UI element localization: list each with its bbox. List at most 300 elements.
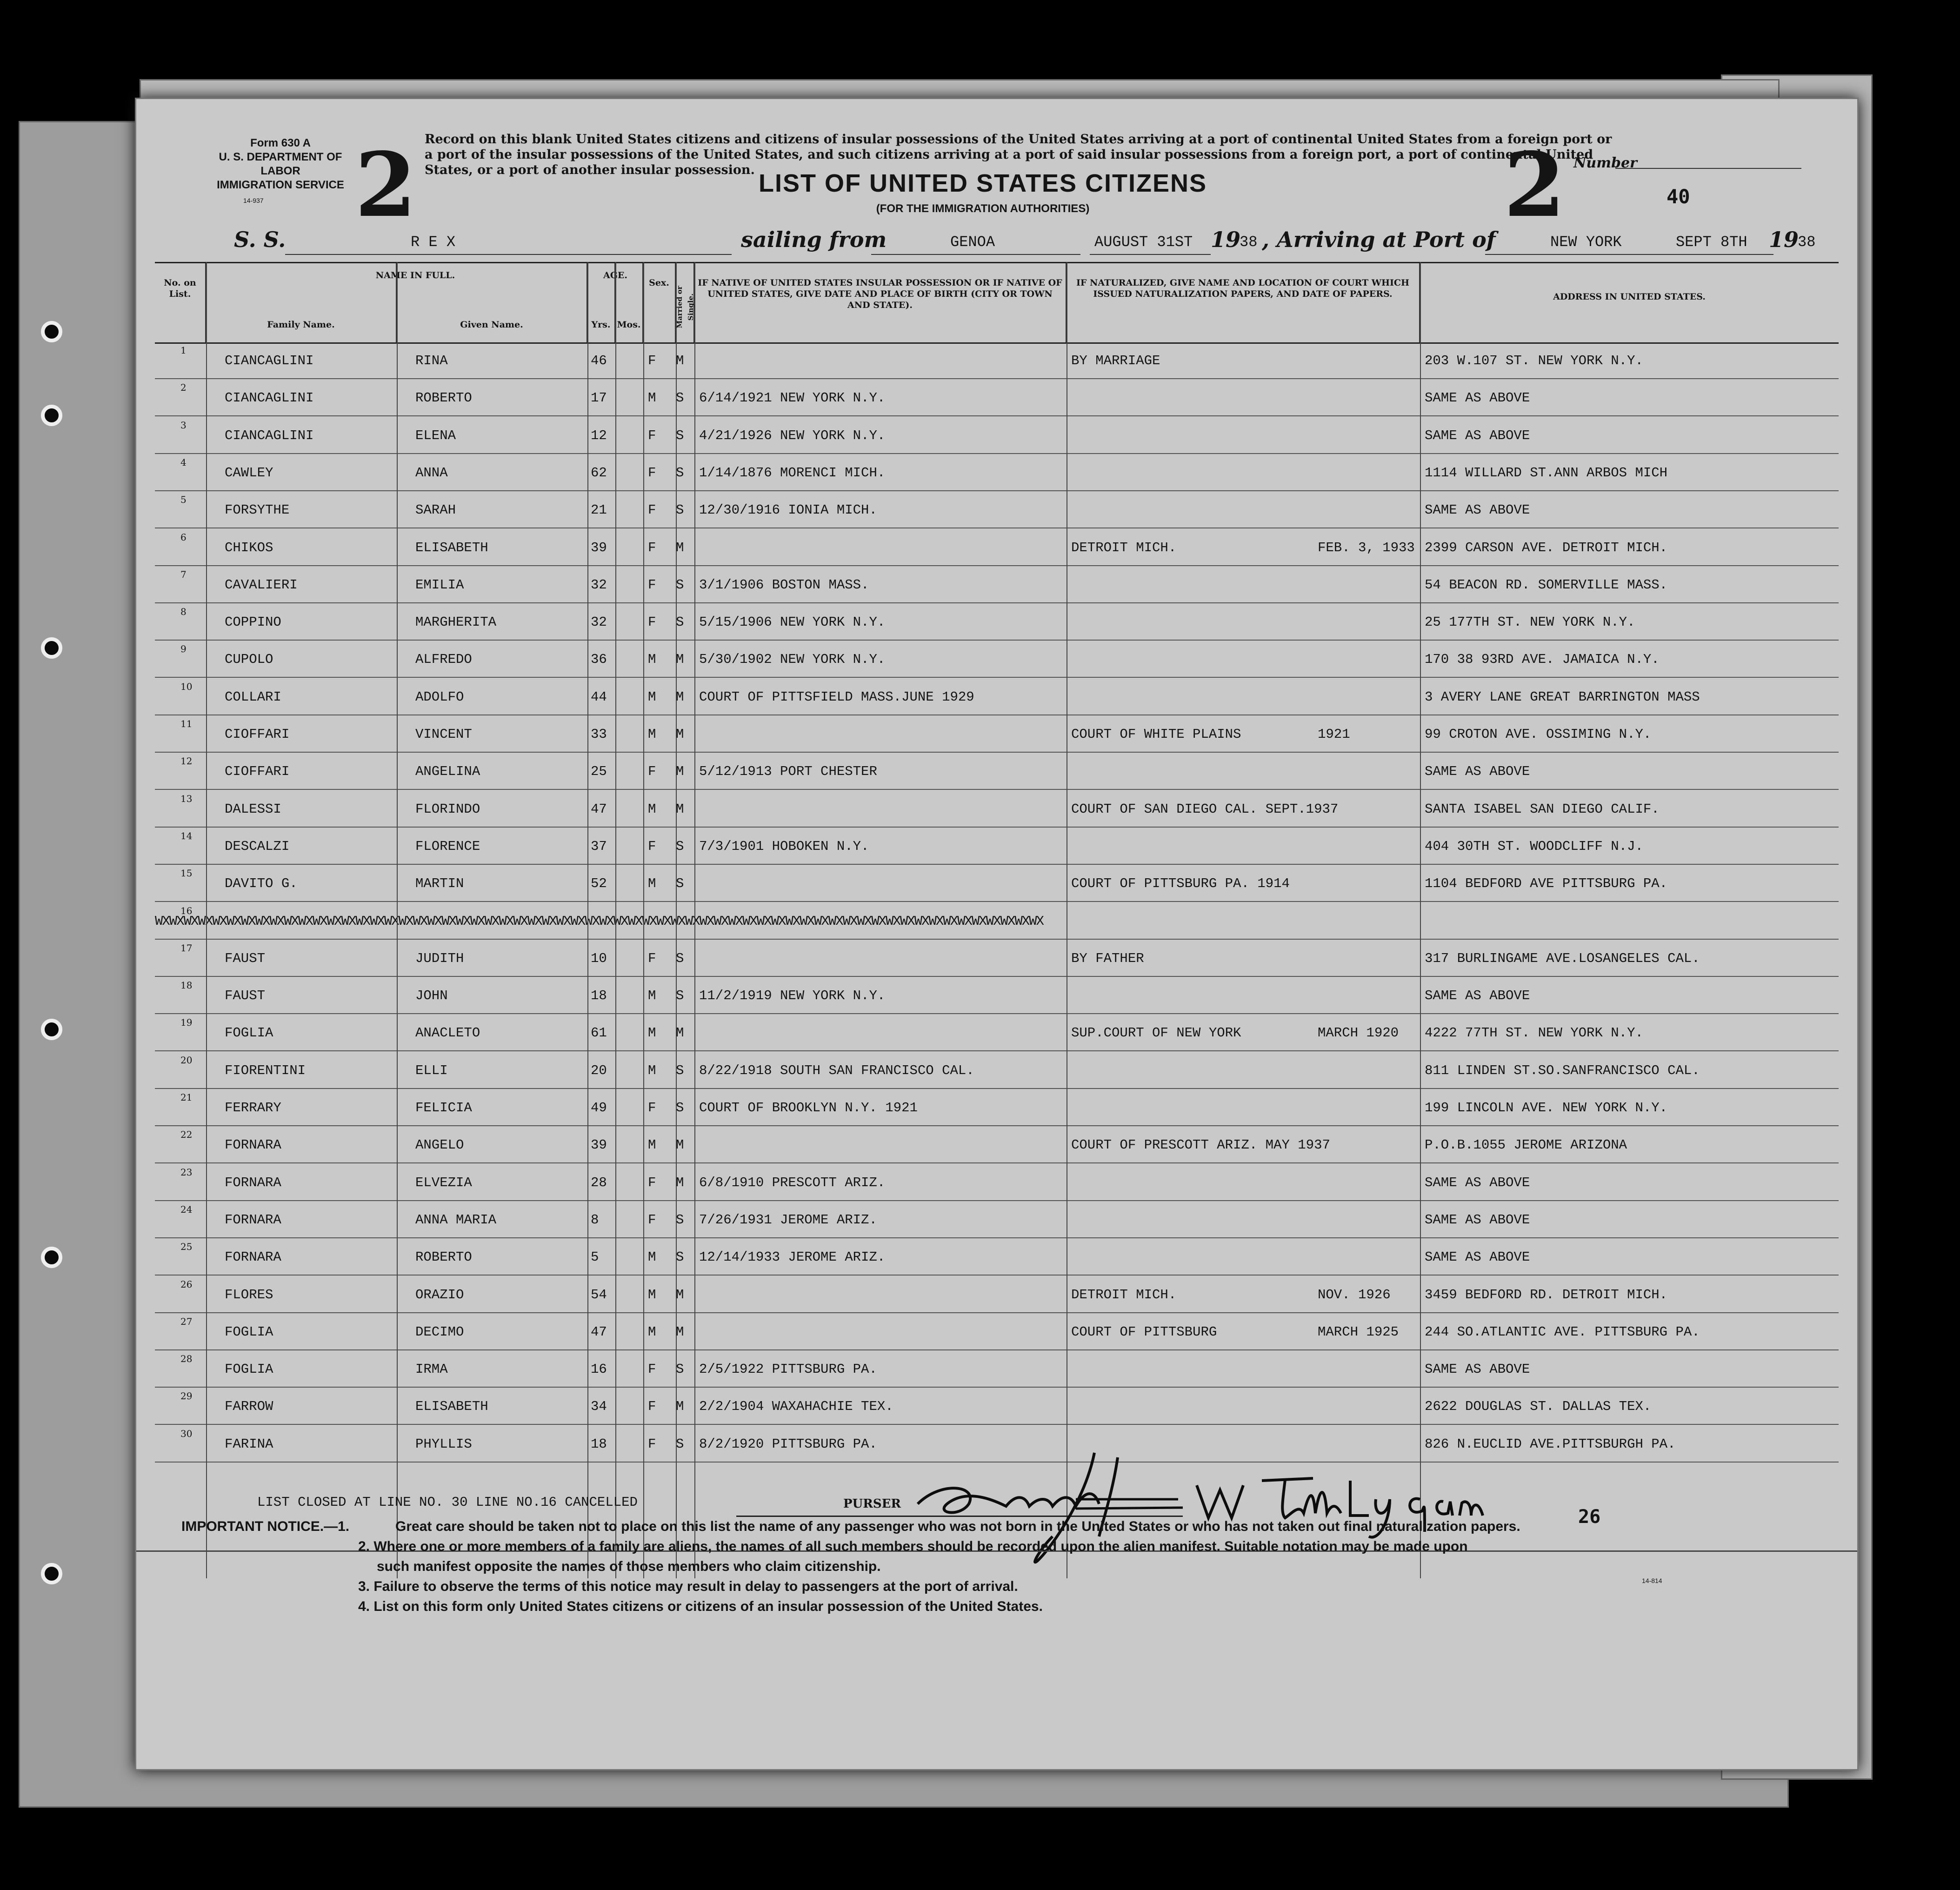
- cell-age: 33: [591, 727, 607, 742]
- table-row: [155, 453, 1839, 491]
- cell-birth: 5/12/1913 PORT CHESTER: [699, 764, 877, 780]
- cell-sex: M: [648, 390, 656, 406]
- cell-birth: 5/15/1906 NEW YORK N.Y.: [699, 614, 886, 630]
- cell-address: SANTA ISABEL SAN DIEGO CALIF.: [1425, 801, 1660, 817]
- cell-ms: M: [676, 1399, 684, 1415]
- form-number: Form 630 A: [250, 137, 311, 149]
- cell-birth: 7/26/1931 JEROME ARIZ.: [699, 1212, 877, 1228]
- cell-birth: 7/3/1901 HOBOKEN N.Y.: [699, 838, 869, 854]
- binder-hole-icon: [41, 405, 62, 426]
- cell-ms: M: [676, 764, 684, 780]
- cell-family: FOGLIA: [225, 1324, 273, 1340]
- cell-age: 39: [591, 1137, 607, 1153]
- table-row: [155, 902, 1839, 940]
- cell-ms: S: [676, 1100, 684, 1115]
- cell-age: 5: [591, 1249, 599, 1265]
- cell-ms: M: [676, 540, 684, 555]
- table-row: [155, 1013, 1839, 1051]
- cell-nat: COURT OF SAN DIEGO CAL. SEPT.1937: [1071, 801, 1339, 817]
- arriving-label: , Arriving at Port of: [1262, 227, 1496, 252]
- cell-age: 16: [591, 1362, 607, 1377]
- arrival-date: SEPT 8TH: [1676, 234, 1747, 251]
- cell-family: FAUST: [225, 950, 266, 966]
- cell-sex: F: [648, 614, 656, 630]
- row-number: 8: [180, 606, 187, 618]
- cell-ms: M: [676, 689, 684, 705]
- cell-address: 317 BURLINGAME AVE.LOSANGELES CAL.: [1425, 950, 1700, 966]
- cell-sex: F: [648, 1175, 656, 1190]
- cell-address: 54 BEACON RD. SOMERVILLE MASS.: [1425, 577, 1668, 593]
- cell-age: 18: [591, 988, 607, 1004]
- ss-label: S. S.: [234, 227, 286, 252]
- cell-age: 61: [591, 1025, 607, 1041]
- table-row: [155, 1200, 1839, 1238]
- cell-address: SAME AS ABOVE: [1425, 390, 1530, 406]
- cell-birth: 4/21/1926 NEW YORK N.Y.: [699, 427, 886, 443]
- cell-age: 36: [591, 652, 607, 668]
- binder-hole-icon: [41, 1563, 62, 1584]
- cell-age: 21: [591, 502, 607, 518]
- row-number: 1: [180, 345, 187, 356]
- cell-address: 2399 CARSON AVE. DETROIT MICH.: [1425, 540, 1668, 555]
- cell-nat-date: NOV. 1926: [1318, 1287, 1391, 1302]
- cell-nat-date: FEB. 3, 1933: [1318, 540, 1415, 555]
- cell-sex: F: [648, 465, 656, 481]
- cell-ms: S: [676, 988, 684, 1004]
- header-address: ADDRESS IN UNITED STATES.: [1553, 292, 1706, 302]
- cell-address: 25 177TH ST. NEW YORK N.Y.: [1425, 614, 1635, 630]
- row-number: 10: [180, 681, 193, 692]
- cell-ms: S: [676, 1249, 684, 1265]
- column-rule: [615, 262, 616, 1578]
- cell-given: DECIMO: [415, 1324, 464, 1340]
- row-number: 24: [180, 1203, 193, 1215]
- cell-sex: M: [648, 1324, 656, 1340]
- arrival-port: NEW YORK: [1550, 234, 1622, 251]
- table-row: [155, 976, 1839, 1014]
- cell-family: CIANCAGLINI: [225, 353, 314, 368]
- table-row: [155, 416, 1839, 454]
- cell-birth: 3/1/1906 BOSTON MASS.: [699, 577, 869, 593]
- table-row: [155, 490, 1839, 528]
- departure-port: GENOA: [950, 234, 995, 251]
- cell-nat-date: 1921: [1318, 727, 1350, 742]
- table-row: [155, 1051, 1839, 1089]
- binder-hole-icon: [41, 637, 62, 659]
- cell-ms: S: [676, 1212, 684, 1228]
- cell-ms: S: [676, 1062, 684, 1078]
- row-number: 17: [180, 942, 193, 954]
- cell-family: FORNARA: [225, 1212, 281, 1228]
- cell-address: SAME AS ABOVE: [1425, 427, 1530, 443]
- cell-sex: F: [648, 353, 656, 368]
- departure-date: AUGUST 31ST: [1094, 234, 1193, 251]
- arrival-underline: [1485, 254, 1773, 255]
- cell-sex: F: [648, 838, 656, 854]
- table-row: [155, 640, 1839, 678]
- form-code-left: 14-937: [243, 197, 264, 204]
- cell-given: ROBERTO: [415, 390, 472, 406]
- cell-ms: M: [676, 1137, 684, 1153]
- cell-sex: M: [648, 1249, 656, 1265]
- cell-given: RINA: [415, 353, 448, 368]
- cell-sex: M: [648, 876, 656, 892]
- cell-age: 62: [591, 465, 607, 481]
- cell-address: 3 AVERY LANE GREAT BARRINGTON MASS: [1425, 689, 1700, 705]
- cell-ms: M: [676, 801, 684, 817]
- table-row: [155, 1275, 1839, 1313]
- table-header: [155, 262, 1839, 344]
- cell-family: FIORENTINI: [225, 1062, 306, 1078]
- table-row: [155, 827, 1839, 865]
- cell-nat: COURT OF PITTSBURG: [1071, 1324, 1217, 1340]
- year-prefix-2: 19: [1769, 227, 1799, 252]
- row-number: 21: [180, 1092, 193, 1103]
- cell-address: SAME AS ABOVE: [1425, 1362, 1530, 1377]
- row-number: 28: [180, 1353, 193, 1365]
- cell-birth: 11/2/1919 NEW YORK N.Y.: [699, 988, 886, 1004]
- cell-ms: S: [676, 465, 684, 481]
- row-number: 7: [180, 568, 187, 580]
- cell-family: CIOFFARI: [225, 727, 290, 742]
- ship-underline: [285, 254, 732, 255]
- cell-sex: M: [648, 727, 656, 742]
- cell-family: FERRARY: [225, 1100, 281, 1115]
- cell-sex: F: [648, 1399, 656, 1415]
- cell-given: JUDITH: [415, 950, 464, 966]
- row-number: 9: [180, 643, 187, 655]
- cell-birth: 6/14/1921 NEW YORK N.Y.: [699, 390, 886, 406]
- cell-age: 34: [591, 1399, 607, 1415]
- row-number: 5: [180, 494, 187, 506]
- notice-item-2: 2. Where one or more members of a family are aliens, the names of all such members should be recorded upon the alien manifest. Suitable notation may be made upon: [358, 1539, 1468, 1554]
- row-number: 16: [180, 905, 193, 916]
- cell-given: IRMA: [415, 1362, 448, 1377]
- cell-age: 8: [591, 1212, 599, 1228]
- cell-birth: 12/30/1916 IONIA MICH.: [699, 502, 877, 518]
- header-no: No. on List.: [155, 263, 206, 342]
- notice-item-4: 4. List on this form only United States citizens or citizens of an insular possession of the United States.: [358, 1599, 1043, 1614]
- number-label: Number: [1573, 155, 1637, 171]
- cell-sex: M: [648, 1025, 656, 1041]
- cell-family: DAVITO G.: [225, 876, 298, 892]
- row-number: 11: [180, 718, 193, 729]
- cell-nat: BY MARRIAGE: [1071, 353, 1160, 368]
- cell-address: 99 CROTON AVE. OSSIMING N.Y.: [1425, 727, 1652, 742]
- cell-nat: DETROIT MICH.: [1071, 540, 1177, 555]
- cell-sex: F: [648, 502, 656, 518]
- cell-age: 32: [591, 614, 607, 630]
- date-underline: [1090, 254, 1211, 255]
- cell-sex: M: [648, 988, 656, 1004]
- cell-given: PHYLLIS: [415, 1436, 472, 1452]
- form-code-right: 14-814: [1642, 1577, 1662, 1584]
- cell-address: P.O.B.1055 JEROME ARIZONA: [1425, 1137, 1627, 1153]
- cell-given: ANNA: [415, 465, 448, 481]
- cell-age: 54: [591, 1287, 607, 1302]
- page-subtitle: (FOR THE IMMIGRATION AUTHORITIES): [876, 202, 1090, 215]
- cell-ms: S: [676, 614, 684, 630]
- column-rule: [397, 262, 398, 1578]
- cell-age: 44: [591, 689, 607, 705]
- column-rule: [694, 262, 695, 1578]
- cell-age: 28: [591, 1175, 607, 1190]
- cell-sex: F: [648, 1436, 656, 1452]
- table-row: [155, 341, 1839, 379]
- cell-given: ROBERTO: [415, 1249, 472, 1265]
- number-line: [1615, 168, 1801, 169]
- binder-hole-icon: [41, 1247, 62, 1268]
- row-number: 25: [180, 1241, 193, 1253]
- row-number: 2: [180, 382, 187, 394]
- cell-age: 46: [591, 353, 607, 368]
- port-underline: [871, 254, 1080, 255]
- table-row: [155, 528, 1839, 566]
- cell-given: FLORENCE: [415, 838, 480, 854]
- cell-address: 244 SO.ATLANTIC AVE. PITTSBURG PA.: [1425, 1324, 1700, 1340]
- cell-family: CIOFFARI: [225, 764, 290, 780]
- table-row: [155, 1312, 1839, 1350]
- cell-given: SARAH: [415, 502, 456, 518]
- table-row: [155, 1237, 1839, 1276]
- cell-sex: F: [648, 1100, 656, 1115]
- cell-family: CHIKOS: [225, 540, 273, 555]
- cell-ms: S: [676, 838, 684, 854]
- cell-sex: F: [648, 540, 656, 555]
- cell-sex: M: [648, 1062, 656, 1078]
- cell-nat: DETROIT MICH.: [1071, 1287, 1177, 1302]
- column-rule: [643, 262, 644, 1578]
- cell-address: SAME AS ABOVE: [1425, 1249, 1530, 1265]
- cell-family: FORNARA: [225, 1137, 281, 1153]
- cell-family: FAUST: [225, 988, 266, 1004]
- cell-ms: S: [676, 1362, 684, 1377]
- cell-given: ALFREDO: [415, 652, 472, 668]
- cell-sex: M: [648, 689, 656, 705]
- cell-address: 4222 77TH ST. NEW YORK N.Y.: [1425, 1025, 1643, 1041]
- row-number: 22: [180, 1129, 193, 1141]
- cell-address: 1114 WILLARD ST.ANN ARBOS MICH: [1425, 465, 1668, 481]
- cell-age: 47: [591, 801, 607, 817]
- cell-age: 25: [591, 764, 607, 780]
- cell-address: 404 30TH ST. WOODCLIFF N.J.: [1425, 838, 1643, 854]
- cell-birth: 2/5/1922 PITTSBURG PA.: [699, 1362, 877, 1377]
- cell-given: FLORINDO: [415, 801, 480, 817]
- ship-name: R E X: [411, 234, 456, 251]
- table-row: [155, 1349, 1839, 1388]
- cell-family: FORNARA: [225, 1249, 281, 1265]
- cell-family: CUPOLO: [225, 652, 273, 668]
- sailing-label: sailing from: [741, 227, 887, 252]
- cell-birth: 2/2/1904 WAXAHACHIE TEX.: [699, 1399, 893, 1415]
- cell-address: SAME AS ABOVE: [1425, 988, 1530, 1004]
- row-number: 13: [180, 793, 193, 804]
- cell-given: ANACLETO: [415, 1025, 480, 1041]
- cell-ms: M: [676, 353, 684, 368]
- cell-ms: S: [676, 950, 684, 966]
- cell-birth: 5/30/1902 NEW YORK N.Y.: [699, 652, 886, 668]
- column-rule: [676, 262, 677, 1578]
- cell-address: 826 N.EUCLID AVE.PITTSBURGH PA.: [1425, 1436, 1676, 1452]
- row-number: 6: [180, 531, 187, 543]
- row-number: 29: [180, 1390, 193, 1402]
- cell-address: 170 38 93RD AVE. JAMAICA N.Y.: [1425, 652, 1660, 668]
- page-title: LIST OF UNITED STATES CITIZENS: [759, 169, 1207, 197]
- cell-given: ELVEZIA: [415, 1175, 472, 1190]
- cell-address: 3459 BEDFORD RD. DETROIT MICH.: [1425, 1287, 1668, 1302]
- cell-address: SAME AS ABOVE: [1425, 502, 1530, 518]
- cell-ms: M: [676, 1175, 684, 1190]
- departure-year: 38: [1240, 234, 1258, 251]
- cell-family: FORNARA: [225, 1175, 281, 1190]
- cell-family: FORSYTHE: [225, 502, 290, 518]
- cell-sex: M: [648, 1287, 656, 1302]
- header-sex: Sex.: [643, 263, 676, 342]
- cell-given: ELISABETH: [415, 1399, 488, 1415]
- header-family: [206, 263, 455, 342]
- cell-ms: S: [676, 502, 684, 518]
- table-row: [155, 565, 1839, 603]
- cell-given: MARGHERITA: [415, 614, 497, 630]
- cell-family: DESCALZI: [225, 838, 290, 854]
- cell-given: EMILIA: [415, 577, 464, 593]
- cell-address: 1104 BEDFORD AVE PITTSBURG PA.: [1425, 876, 1668, 892]
- header-name-in-full: NAME IN FULL.: [375, 270, 455, 280]
- cell-given: ANGELO: [415, 1137, 464, 1153]
- header-married-single: Married or Single.: [676, 263, 694, 342]
- cell-address: SAME AS ABOVE: [1425, 1175, 1530, 1190]
- cell-family: FOGLIA: [225, 1362, 273, 1377]
- column-rule: [1420, 262, 1421, 1578]
- cell-ms: S: [676, 427, 684, 443]
- binder-hole-icon: [41, 1019, 62, 1040]
- cell-age: 12: [591, 427, 607, 443]
- cell-birth: COURT OF PITTSFIELD MASS.JUNE 1929: [699, 689, 974, 705]
- cell-ms: M: [676, 1324, 684, 1340]
- cell-nat: SUP.COURT OF NEW YORK: [1071, 1025, 1241, 1041]
- cell-nat: COURT OF PITTSBURG PA. 1914: [1071, 876, 1290, 892]
- cell-address: SAME AS ABOVE: [1425, 764, 1530, 780]
- table-row: [155, 864, 1839, 902]
- table-row: [155, 1125, 1839, 1163]
- cell-given: ANGELINA: [415, 764, 480, 780]
- cell-family: COLLARI: [225, 689, 281, 705]
- column-rule: [206, 262, 207, 1578]
- record-instructions: Record on this blank United States citizens and citizens of insular possessions of the United States arriving at a port of continental United States from a foreign port or a port of the insular possessions of the United States, and such citizens arriving at a port of said insular possessions from a foreign port, a port of continental United States, or a port of another insular possession.: [425, 132, 1612, 177]
- cell-ms: S: [676, 577, 684, 593]
- service-name: IMMIGRATION SERVICE: [217, 179, 344, 191]
- header-given: Given Name.: [397, 263, 587, 342]
- cell-given: ADOLFO: [415, 689, 464, 705]
- cell-given: JOHN: [415, 988, 448, 1004]
- cancelled-line: WXWXWXWXWXWXWXWXWXWXWXWXWXWXWXWXWXWXWXWXWXWXWXWXWXWXWXWXWXWXWXWXWXWXWXWXWXWXWXWXWXWXWXWXWXWXWXWXWXWXWXWXWXWXWXWXWXWXWXWXWXWX: [155, 913, 1043, 929]
- cell-family: DALESSI: [225, 801, 281, 817]
- cell-sex: F: [648, 950, 656, 966]
- row-number: 20: [180, 1054, 193, 1066]
- cell-birth: COURT OF BROOKLYN N.Y. 1921: [699, 1100, 918, 1115]
- list-number: 40: [1667, 185, 1690, 208]
- cell-birth: 6/8/1910 PRESCOTT ARIZ.: [699, 1175, 886, 1190]
- header-family-name: Family Name.: [267, 320, 335, 330]
- notice-item-1: Great care should be taken not to place on this list the name of any passenger who was not born in the United States or who has not taken out final naturalization papers.: [395, 1519, 1520, 1534]
- cell-ms: M: [676, 652, 684, 668]
- row-number: 14: [180, 830, 193, 841]
- row-number: 4: [180, 456, 187, 468]
- table-row: [155, 602, 1839, 641]
- cell-address: 199 LINCOLN AVE. NEW YORK N.Y.: [1425, 1100, 1668, 1115]
- cell-family: FARINA: [225, 1436, 273, 1452]
- list-closed-note: LIST CLOSED AT LINE NO. 30 LINE NO.16 CANCELLED: [257, 1495, 638, 1510]
- cell-sex: M: [648, 801, 656, 817]
- cell-sex: M: [648, 1137, 656, 1153]
- cell-family: CIANCAGLINI: [225, 390, 314, 406]
- cell-ms: M: [676, 727, 684, 742]
- table-row: [155, 1163, 1839, 1201]
- cell-address: 2622 DOUGLAS ST. DALLAS TEX.: [1425, 1399, 1652, 1415]
- cell-ms: M: [676, 1287, 684, 1302]
- table-row: [155, 789, 1839, 828]
- table-row: [155, 1387, 1839, 1425]
- cell-sex: F: [648, 764, 656, 780]
- row-number: 3: [180, 419, 187, 431]
- department-name: U. S. DEPARTMENT OF LABOR: [219, 151, 342, 177]
- cell-family: FOGLIA: [225, 1025, 273, 1041]
- cell-given: ORAZIO: [415, 1287, 464, 1302]
- cell-age: 32: [591, 577, 607, 593]
- row-number: 23: [180, 1166, 193, 1178]
- row-number: 30: [180, 1428, 193, 1439]
- notice-item-3: 3. Failure to observe the terms of this notice may result in delay to passengers at the port of arrival.: [358, 1579, 1018, 1594]
- cell-address: 811 LINDEN ST.SO.SANFRANCISCO CAL.: [1425, 1062, 1700, 1078]
- cell-birth: 8/22/1918 SOUTH SAN FRANCISCO CAL.: [699, 1062, 974, 1078]
- cell-birth: 12/14/1933 JEROME ARIZ.: [699, 1249, 886, 1265]
- large-digit-right: 2: [1504, 133, 1566, 237]
- cell-nat: COURT OF WHITE PLAINS: [1071, 727, 1241, 742]
- row-number: 27: [180, 1316, 193, 1327]
- cell-family: FARROW: [225, 1399, 273, 1415]
- table-row: [155, 677, 1839, 715]
- cell-ms: S: [676, 876, 684, 892]
- cell-age: 20: [591, 1062, 607, 1078]
- table-row: [155, 1088, 1839, 1126]
- cell-ms: S: [676, 1436, 684, 1452]
- cell-sex: F: [648, 577, 656, 593]
- cell-address: SAME AS ABOVE: [1425, 1212, 1530, 1228]
- notice-item-2-continued: such manifest opposite the names of those members who claim citizenship.: [377, 1559, 881, 1574]
- cell-age: 49: [591, 1100, 607, 1115]
- cell-nat: BY FATHER: [1071, 950, 1144, 966]
- cell-age: 47: [591, 1324, 607, 1340]
- arrival-year: 38: [1798, 234, 1816, 251]
- header-naturalization: IF NATURALIZED, GIVE NAME AND LOCATION OF COURT WHICH ISSUED NATURALIZATION PAPERS, AND DATE OF PAPERS.: [1067, 263, 1420, 342]
- cell-nat-date: MARCH 1920: [1318, 1025, 1399, 1041]
- row-number: 26: [180, 1278, 193, 1290]
- cell-family: FLORES: [225, 1287, 273, 1302]
- cell-ms: M: [676, 1025, 684, 1041]
- cell-address: 203 W.107 ST. NEW YORK N.Y.: [1425, 353, 1643, 368]
- cell-age: 17: [591, 390, 607, 406]
- cell-family: COPPINO: [225, 614, 281, 630]
- large-digit-left: 2: [355, 133, 417, 237]
- cell-age: 37: [591, 838, 607, 854]
- cell-nat-date: MARCH 1925: [1318, 1324, 1399, 1340]
- cell-given: ELLI: [415, 1062, 448, 1078]
- cell-given: FELICIA: [415, 1100, 472, 1115]
- cell-age: 52: [591, 876, 607, 892]
- row-number: 15: [180, 868, 193, 879]
- cell-age: 10: [591, 950, 607, 966]
- cell-birth: 1/14/1876 MORENCI MICH.: [699, 465, 886, 481]
